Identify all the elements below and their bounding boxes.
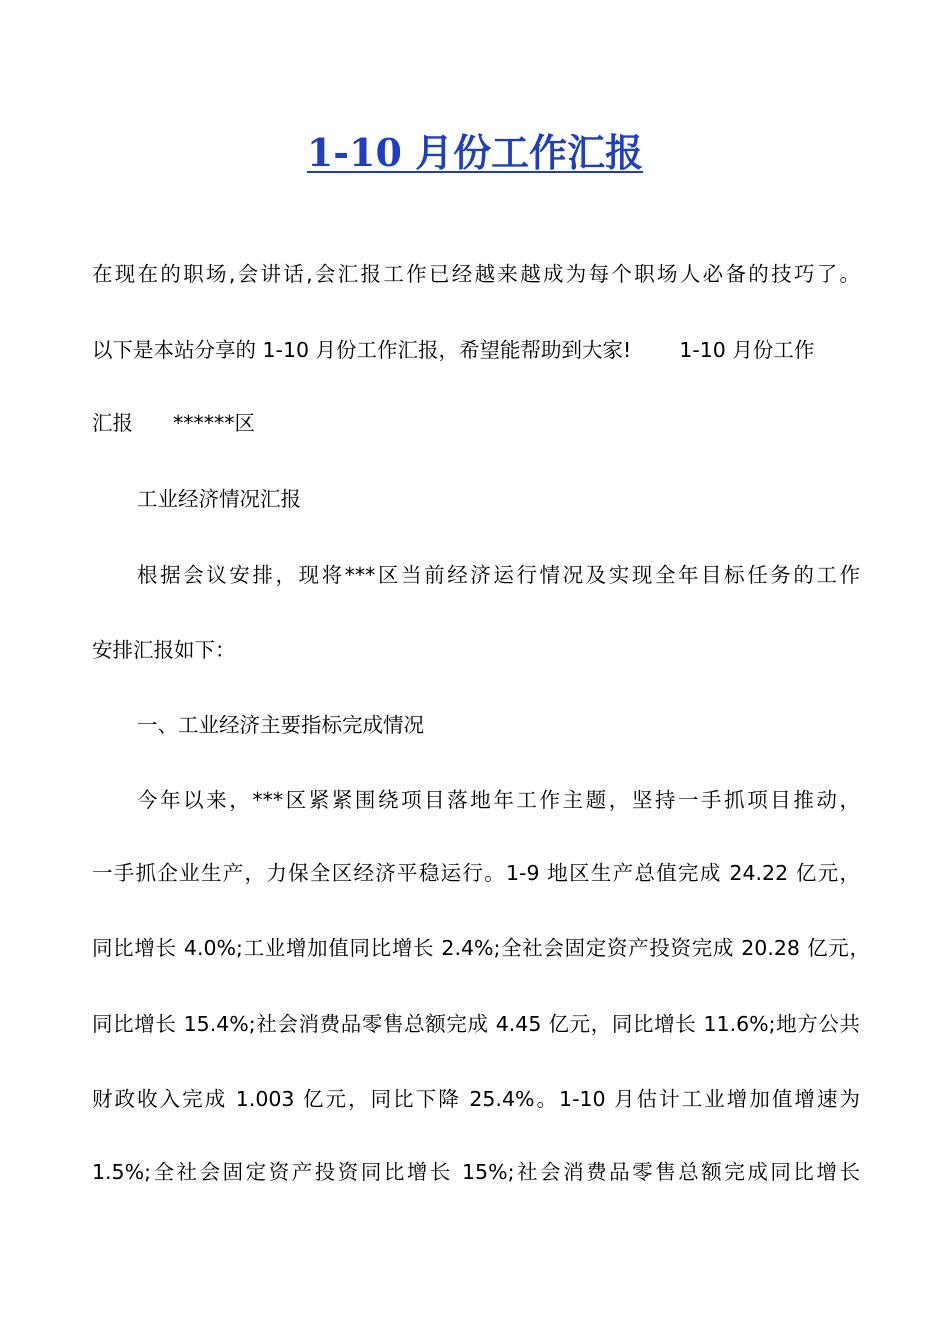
paragraph-line: 同比增长 4.0%;工业增加值同比增长 2.4%;全社会固定资产投资完成 20.28 亿元，	[92, 936, 870, 960]
paragraph-line-with-heading	[92, 335, 814, 365]
document-title[interactable]: 1-10 月份工作汇报	[306, 130, 644, 175]
paragraph-line: 根据会议安排，现将***区当前经济运行情况及实现全年目标任务的工作	[137, 563, 860, 587]
district-label: ******区	[173, 411, 255, 435]
paragraph-line: 财政收入完成 1.003 亿元，同比下降 25.4%。1-10 月估计工业增加值增速为	[92, 1087, 860, 1111]
section-heading: 工业经济情况汇报	[137, 487, 301, 511]
paragraph-line: 1.5%;全社会固定资产投资同比增长 15%;社会消费品零售总额完成同比增长	[92, 1160, 860, 1184]
paragraph-line: 在现在的职场,会讲话,会汇报工作已经越来越成为每个职场人必备的技巧了。	[92, 262, 860, 286]
paragraph-line: 一手抓企业生产，力保全区经济平稳运行。1-9 地区生产总值完成 24.22 亿元，	[92, 861, 860, 885]
paragraph-line: 安排汇报如下：	[92, 638, 236, 662]
paragraph-line: 同比增长 15.4%;社会消费品零售总额完成 4.45 亿元，同比增长 11.6%;地方公共	[92, 1012, 860, 1036]
section-heading: 一、工业经济主要指标完成情况	[137, 713, 424, 737]
inline-heading-end: 汇报	[92, 411, 133, 435]
paragraph-line: 今年以来，***区紧紧围绕项目落地年工作主题，坚持一手抓项目推动，	[137, 788, 860, 812]
inline-heading-start: 1-10 月份工作	[679, 338, 815, 362]
paragraph-line-with-heading	[92, 408, 255, 438]
paragraph-text: 以下是本站分享的 1-10 月份工作汇报，希望能帮助到大家!	[92, 338, 632, 362]
